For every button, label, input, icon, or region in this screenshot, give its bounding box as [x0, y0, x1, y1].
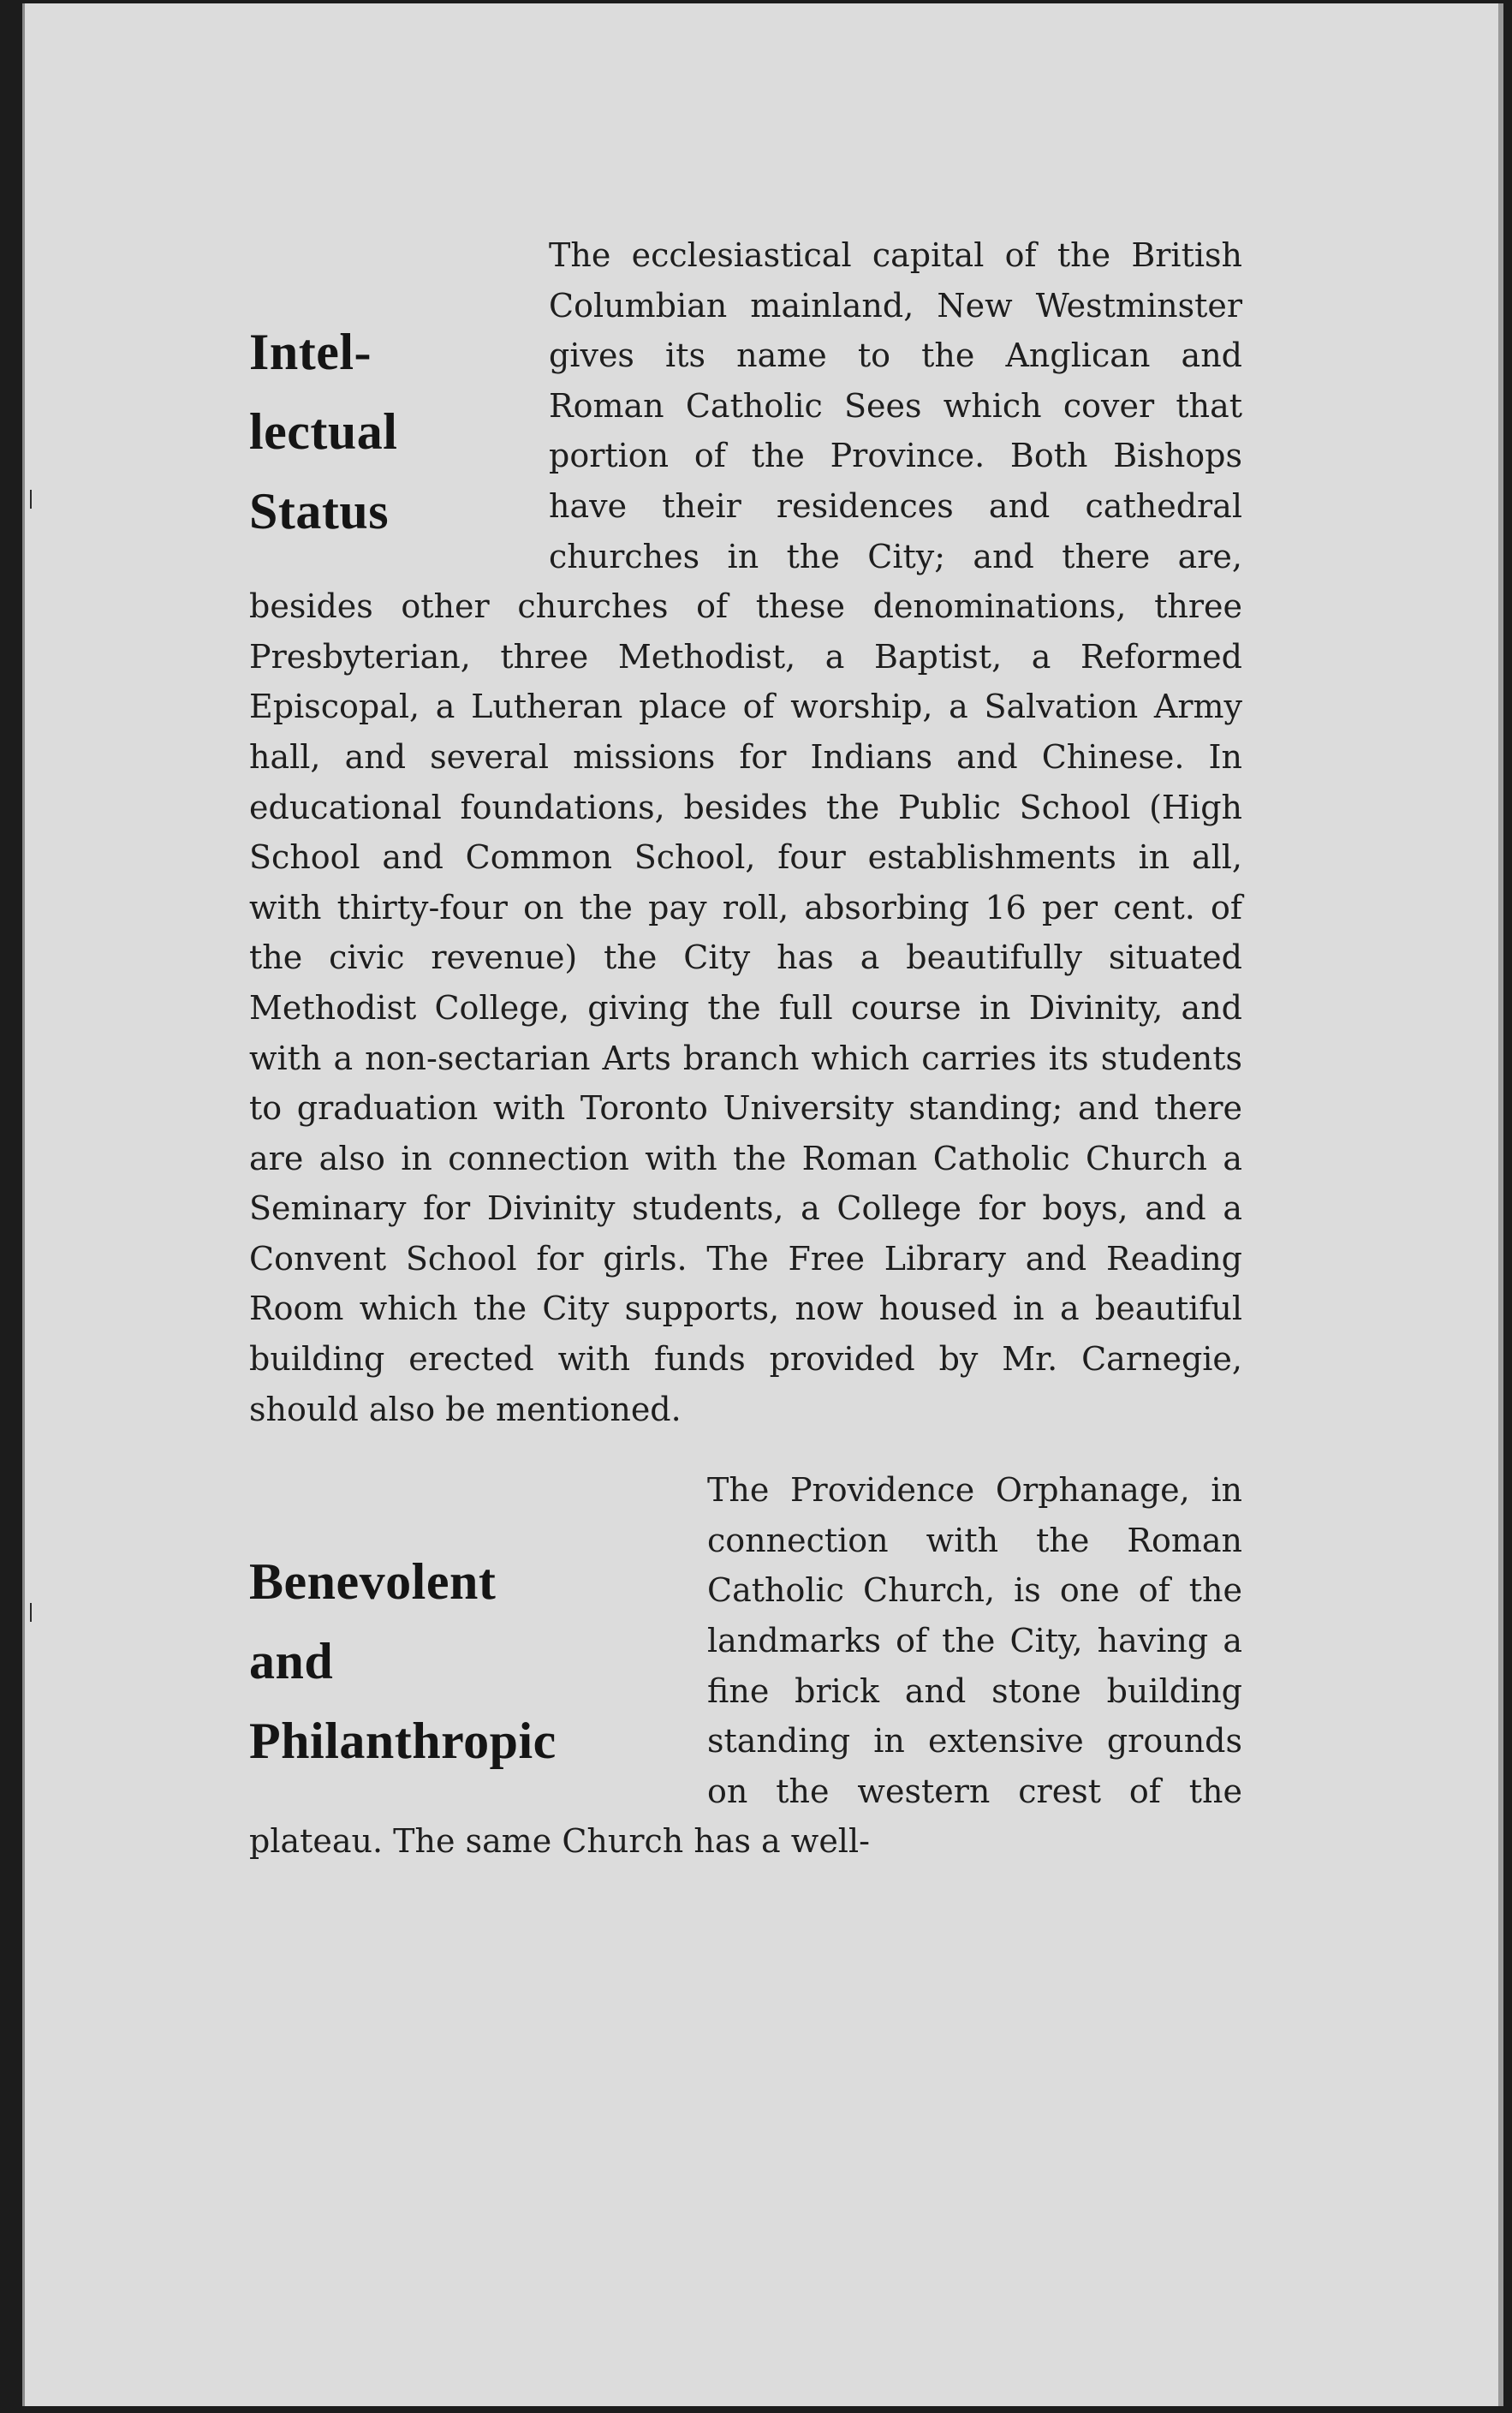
side-heading-intellectual-status [249, 230, 549, 565]
section-benevolent-philanthropic [249, 1465, 1242, 1867]
side-heading-line: Philanthropic [249, 1713, 557, 1770]
paragraph-intellectual-status: The ecclesiastical capital of the British Columbian mainland, New Westminster gives its name to the Anglican and Roman Catholic Sees which cover that portion of the Province. Both Bishops have their residences and cathedral churches in the City; and there are, besides other churches of these denominations, three Presbyterian, three Methodist, a Baptist, a Reformed Episcopal, a Lutheran place of worship, a Salvation Army hall, and several missions for Indians and Chinese. In educational foundations, besides the Public School (High School and Common School, four establishments in all, with thirty-four on the pay roll, absorbing 16 per cent. of the civic revenue) the City has a beautifully situated Methodist College, giving the full course in Divinity, and with a non-sectarian Arts branch which carries its students to graduation with Toronto University standing; and there are also in connection with the Roman Catholic Church a Seminary for Divinity students, a College for boys, and a Convent School for girls. The Free Library and Reading Room which the City supports, now housed in a beautiful building erected with funds provided by Mr. Carnegie, should also be mentioned. [249, 236, 1242, 1428]
side-heading-line: Benevolent [249, 1553, 497, 1611]
body-text [249, 230, 1242, 1867]
side-heading-line: Intel- [249, 324, 372, 380]
spine-mark [30, 490, 32, 509]
side-heading-benevolent-philanthropic [249, 1465, 707, 1795]
spine-mark [30, 1603, 32, 1622]
section-intellectual-status [249, 230, 1242, 1434]
paragraph-benevolent-philanthropic: The Providence Orphanage, in connection with the Roman Catholic Church, is one of the landmarks of the City, having a fine brick and stone building standing in extensive grounds on the western crest of the plateau. The same Church has a well- [249, 1471, 1242, 1861]
side-heading-line: lectual [249, 403, 398, 460]
side-heading-line: Status [249, 483, 390, 539]
side-heading-line: and [249, 1633, 334, 1690]
document-page [22, 3, 1503, 2406]
